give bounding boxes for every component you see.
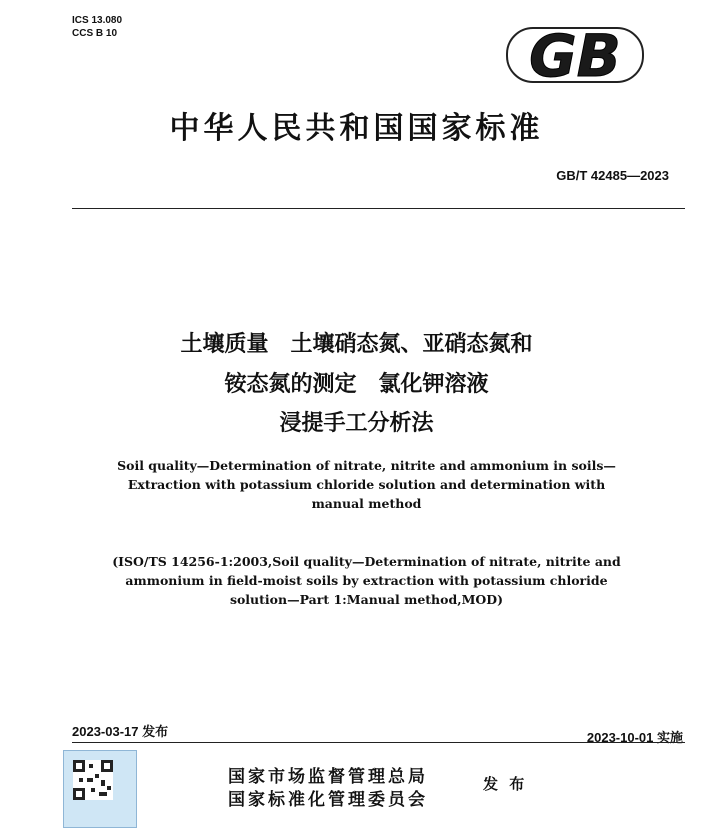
anti-counterfeit-label xyxy=(63,750,137,828)
gb-logo-text: GB xyxy=(529,26,621,84)
en-title-line1: Soil quality—Determination of nitrate, nitrite and ammonium in soils— xyxy=(117,458,616,473)
classification-codes xyxy=(72,14,122,40)
issue-action: 发 布 xyxy=(483,775,528,793)
standard-number: GB/T 42485—2023 xyxy=(556,168,669,183)
bottom-divider xyxy=(72,742,685,743)
issuer-sac: 国家标准化管理委员会 xyxy=(228,790,428,810)
release-date: 2023-03-17 发布 xyxy=(72,724,169,739)
en-title xyxy=(60,456,673,513)
cn-title-line1: 土壤质量 土壤硝态氮、亚硝态氮和 xyxy=(180,332,533,357)
issuer-samr: 国家市场监督管理总局 xyxy=(228,767,428,787)
iso-reference xyxy=(60,552,673,609)
en-title-line3: manual method xyxy=(311,496,422,511)
iso-ref-line3: solution—Part 1:Manual method,MOD) xyxy=(229,592,504,607)
cn-title-line2: 铵态氮的测定 氯化钾溶液 xyxy=(224,372,489,397)
qr-code xyxy=(73,760,113,800)
en-title-line2: Extraction with potassium chloride solution and determination with xyxy=(127,477,606,492)
iso-ref-line2: ammonium in field-moist soils by extraction with potassium chloride xyxy=(125,573,608,588)
cn-title-line3: 浸提手工分析法 xyxy=(279,411,434,436)
top-divider xyxy=(72,208,685,209)
standard-title: 中华人民共和国国家标准 xyxy=(169,111,544,146)
iso-ref-line1: (ISO/TS 14256-1:2003,Soil quality—Determination of nitrate, nitrite and xyxy=(112,554,621,569)
ics-code: ICS 13.080 xyxy=(72,15,123,26)
ccs-code: CCS B 10 xyxy=(72,28,118,39)
gb-logo xyxy=(505,26,645,84)
implement-date: 2023-10-01 实施 xyxy=(586,730,683,745)
